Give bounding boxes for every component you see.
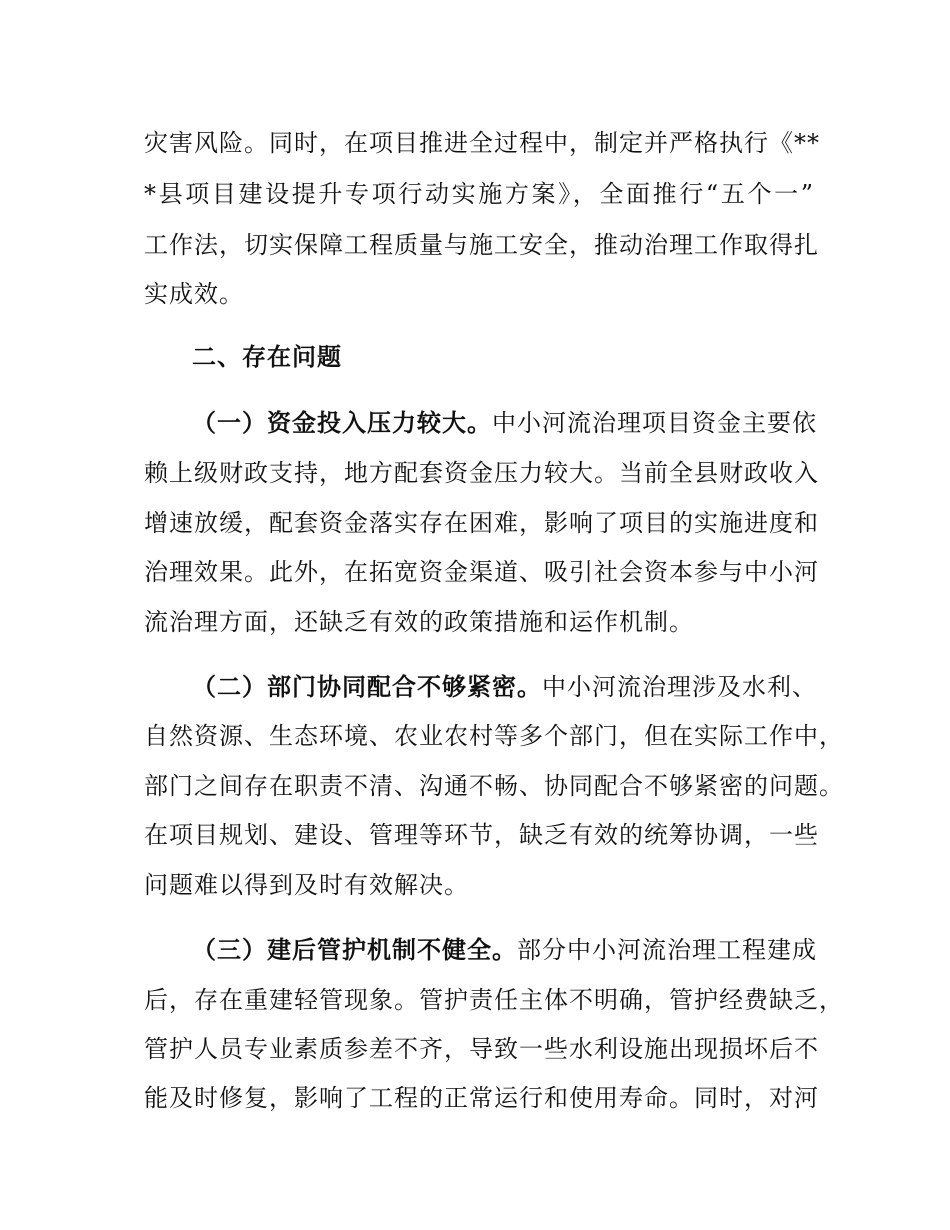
problem-line: 赖上级财政支持，地方配套资金压力较大。当前全县财政收入 [144,459,819,487]
problem-line: 能及时修复，影响了工程的正常运行和使用寿命。同时，对河 [144,1084,819,1112]
problem-line: 自然资源、生态环境、农业农村等多个部门，但在实际工作中， [144,722,844,750]
problem-text: 中小河流治理涉及水利、 [542,673,817,701]
problem-line: 治理效果。此外，在拓宽资金渠道、吸引社会资本参与中小河 [144,558,819,586]
intro-line: *县项目建设提升专项行动实施方案》，全面推行“五个一” [144,180,814,208]
problem-line: 后，存在重建轻管现象。管护责任主体不明确，管护经费缺乏， [144,986,844,1014]
problem-first-line [192,672,817,702]
problem-heading: （一）资金投入压力较大。 [192,409,492,437]
problem-heading: （二）部门协同配合不够紧密。 [192,673,542,701]
problem-line: 在项目规划、建设、管理等环节，缺乏有效的统筹协调，一些 [144,821,819,849]
intro-line: 实成效。 [144,280,244,308]
problem-first-line [192,935,817,965]
problem-text: 中小河流治理项目资金主要依 [492,409,817,437]
section-title: 二、存在问题 [192,343,342,371]
problem-line: 流治理方面，还缺乏有效的政策措施和运作机制。 [144,608,694,636]
intro-line: 工作法，切实保障工程质量与施工安全，推动治理工作取得扎 [144,231,819,259]
intro-line: 灾害风险。同时，在项目推进全过程中，制定并严格执行《** [144,129,820,157]
problem-heading: （三）建后管护机制不健全。 [192,936,517,964]
problem-text: 部分中小河流治理工程建成 [517,936,817,964]
problem-line: 问题难以得到及时有效解决。 [144,871,469,899]
problem-line: 部门之间存在职责不清、沟通不畅、协同配合不够紧密的问题。 [144,772,844,800]
problem-first-line [192,408,817,438]
problem-line: 增速放缓，配套资金落实存在困难，影响了项目的实施进度和 [144,509,819,537]
problem-line: 管护人员专业素质参差不齐，导致一些水利设施出现损坏后不 [144,1035,819,1063]
